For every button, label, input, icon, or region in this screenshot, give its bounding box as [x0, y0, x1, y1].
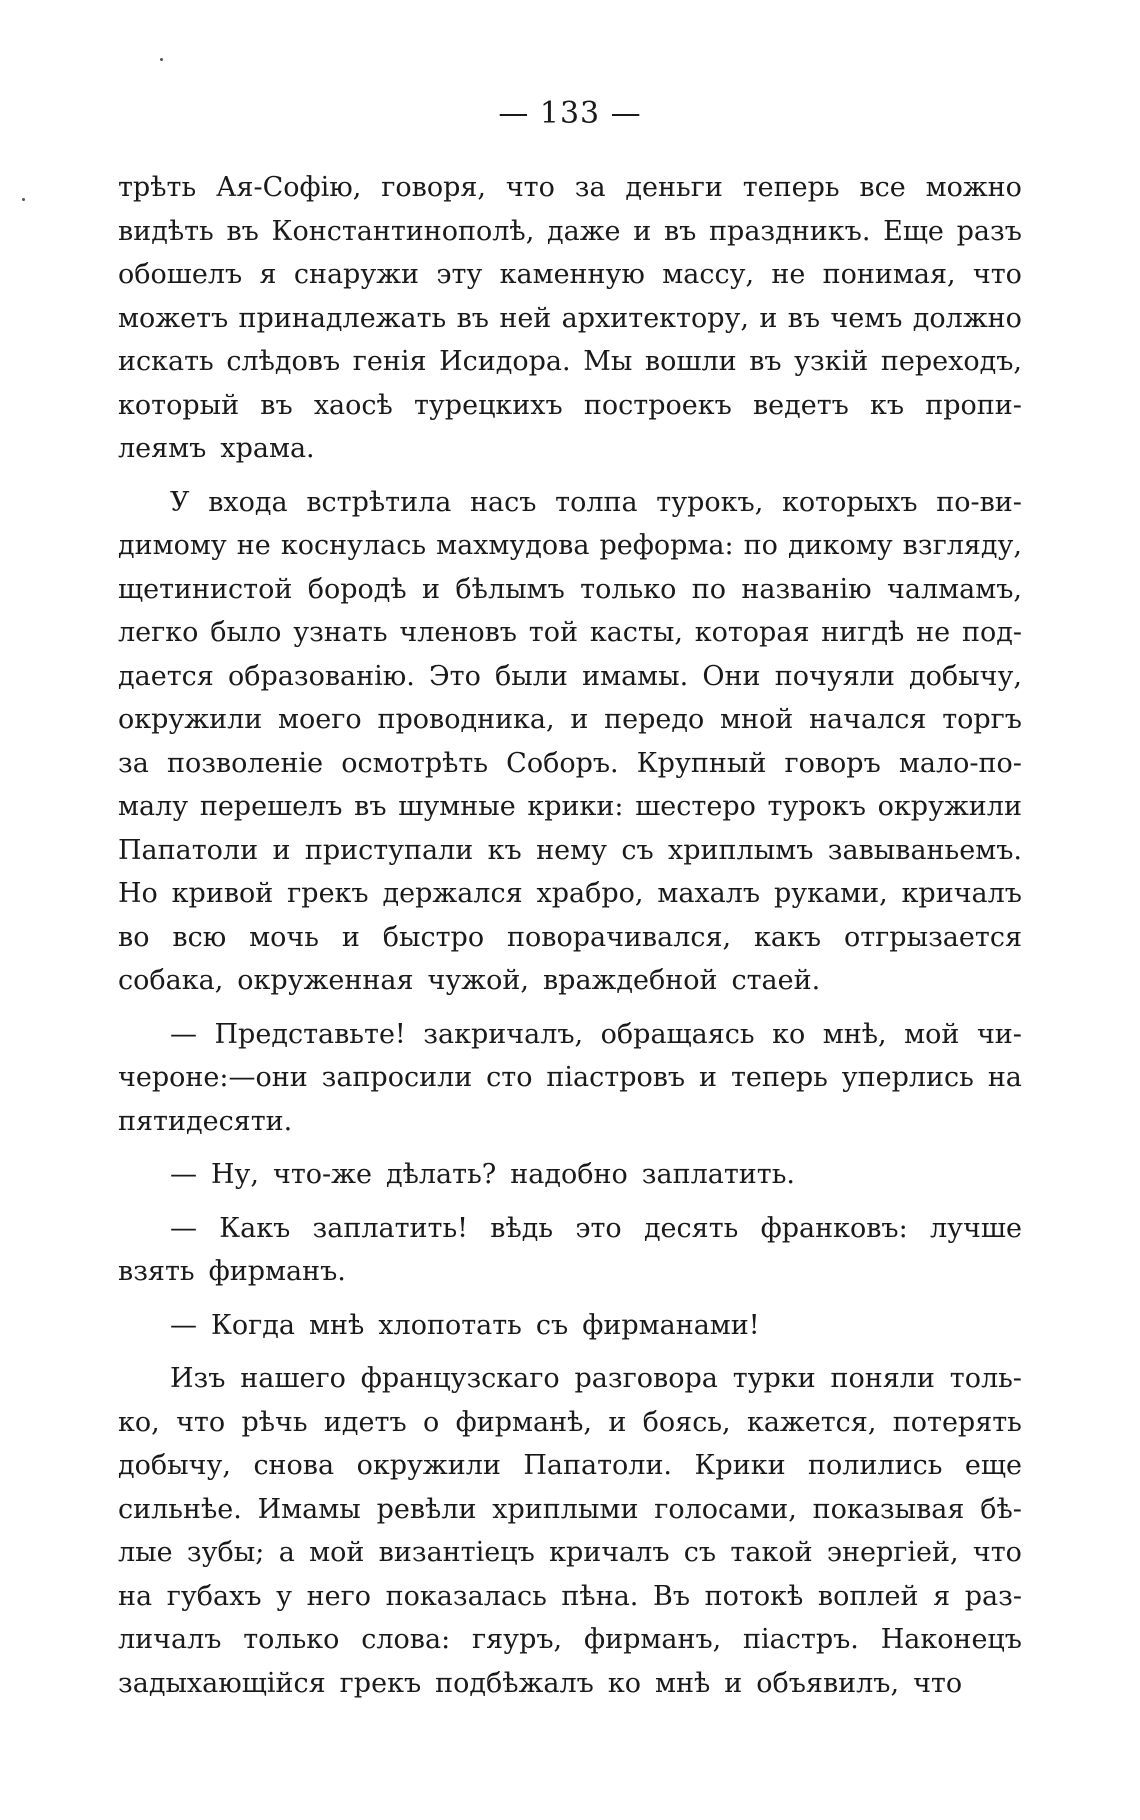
paragraph: [118, 1207, 1022, 1294]
text-line: который въ хаосѣ турецкихъ построекъ ведетъ къ пропи-: [118, 389, 1022, 421]
text-line: щетинистой бородѣ и бѣлымъ только по названію чалмамъ,: [118, 573, 1022, 605]
print-speck: [22, 198, 25, 201]
text-line: чероне:—они запросили сто піастровъ и теперь уперлись на: [118, 1062, 1022, 1093]
text-line: искать слѣдовъ генія Исидора. Мы вошли въ узкій переходъ,: [118, 346, 1022, 377]
paragraph: [118, 481, 1022, 1003]
text-line: дается образованію. Это были имамы. Они почуяли добычу,: [118, 660, 1022, 692]
text-line: добычу, снова окружили Папатоли. Крики полились еще: [118, 1450, 1022, 1481]
text-line: малу перешелъ въ шумные крики: шестеро турокъ окружили: [118, 791, 1022, 822]
page-number: — 133 —: [498, 96, 642, 131]
text-line: — Ну, что-же дѣлать? надобно заплатить.: [170, 1159, 795, 1190]
text-line: Папатоли и приступали къ нему съ хриплымъ завываньемъ.: [118, 834, 1022, 866]
paragraph: [118, 1153, 1022, 1197]
text-line: У входа встрѣтила насъ толпа турокъ, которыхъ по-ви-: [170, 486, 1022, 518]
text-line: димому не коснулась махмудова реформа: по дикому взгляду,: [118, 530, 1022, 561]
text-line: лые зубы; а мой византіецъ кричалъ съ такой энергіей, что: [118, 1537, 1022, 1568]
text-line: — Представьте! закричалъ, обращаясь ко мнѣ, мой чи-: [170, 1018, 1022, 1050]
paragraph: [118, 1304, 1022, 1348]
text-line: на губахъ у него показалась пѣна. Въ потокѣ воплей я раз-: [118, 1580, 1022, 1612]
text-line: пятидесяти.: [118, 1105, 293, 1137]
text-line: ко, что рѣчь идетъ о фирманѣ, и боясь, кажется, потерять: [118, 1406, 1022, 1438]
body-text: [118, 166, 1022, 1705]
text-line: окружили моего проводника, и передо мной начался торгъ: [118, 704, 1022, 735]
text-line: Изъ нашего французскаго разговора турки поняли толь-: [170, 1363, 1022, 1394]
text-line: — Какъ заплатить! вѣдь это десять франковъ: лучше: [170, 1212, 1022, 1244]
paragraph: [118, 166, 1022, 471]
text-line: видѣть въ Константинополѣ, даже и въ праздникъ. Еще разъ: [118, 215, 1022, 247]
paragraph: [118, 1013, 1022, 1144]
text-line: можетъ принадлежать въ ней архитектору, и въ чемъ должно: [118, 302, 1022, 334]
paragraph: [118, 1357, 1022, 1705]
text-line: обошелъ я снаружи эту каменную массу, не понимая, что: [118, 259, 1022, 290]
text-line: — Когда мнѣ хлопотать съ фирманами!: [170, 1309, 760, 1341]
text-line: личалъ только слова: гяуръ, фирманъ, піастръ. Наконецъ: [118, 1624, 1022, 1655]
text-line: сильнѣе. Имамы ревѣли хриплыми голосами, показывая бѣ-: [118, 1493, 1022, 1525]
text-line: Но кривой грекъ держался храбро, махалъ руками, кричалъ: [118, 878, 1022, 909]
text-line: за позволеніе осмотрѣть Соборъ. Крупный говоръ мало-по-: [118, 747, 1022, 779]
text-line: взять фирманъ.: [118, 1256, 346, 1287]
text-line: задыхающійся грекъ подбѣжалъ ко мнѣ и объявилъ, что: [118, 1667, 963, 1699]
print-speck: [160, 58, 163, 61]
text-line: трѣть Ая-Софію, говоря, что за деньги теперь все можно: [118, 172, 1022, 203]
text-line: во всю мочь и быстро поворачивался, какъ отгрызается: [118, 921, 1022, 953]
text-line: собака, окруженная чужой, враждебной стаей.: [118, 965, 821, 996]
text-line: леямъ храма.: [118, 433, 315, 464]
text-line: легко было узнать членовъ той касты, которая нигдѣ не под-: [118, 617, 1022, 648]
